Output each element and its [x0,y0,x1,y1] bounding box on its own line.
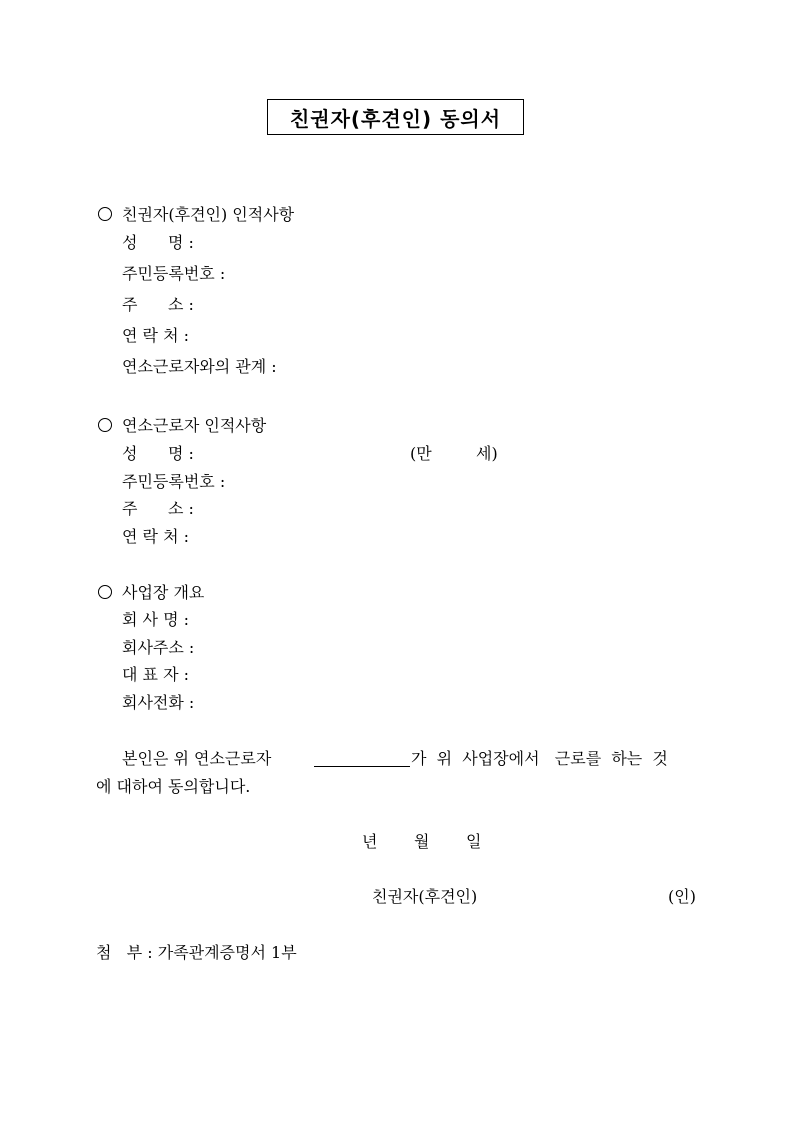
guardian-rrn-label: 주민등록번호 : [122,264,226,283]
minor-contact-label: 연 락 처 : [122,527,190,546]
worker-name-blank-line [314,766,410,767]
document-title: 친권자(후견인) 동의서 [267,99,524,135]
circle-bullet-icon [98,585,112,599]
consent-line2: 에 대하여 동의합니다. [96,777,251,796]
company-phone-label: 회사전화 : [122,693,195,712]
seal-mark: (인) [668,887,696,906]
section-guardian-title: 친권자(후견인) 인적사항 [122,205,295,224]
minor-age-open: (만 [410,444,432,463]
guardian-contact-label: 연 락 처 : [122,326,190,345]
consent-line1-part2: 가 위 사업장에서 근로를 하는 것 [411,749,668,768]
consent-line1-part1: 본인은 위 연소근로자 [122,749,272,768]
guardian-name-label: 성 명 : [122,233,194,252]
section-minor-title: 연소근로자 인적사항 [122,416,267,435]
guardian-address-label: 주 소 : [122,295,194,314]
section-minor-heading [98,416,266,436]
company-ceo-label: 대 표 자 : [122,665,190,684]
minor-name-label: 성 명 : [122,444,194,463]
circle-bullet-icon [98,207,112,221]
date-month-label: 월 [414,832,430,851]
signature-label: 친권자(후견인) [372,887,478,906]
circle-bullet-icon [98,418,112,432]
section-guardian-heading [98,205,294,225]
company-name-label: 회 사 명 : [122,610,190,629]
minor-address-label: 주 소 : [122,499,194,518]
date-day-label: 일 [466,832,482,851]
section-company-heading [98,583,204,603]
attachment-note: 첨 부 : 가족관계증명서 1부 [96,943,297,962]
date-year-label: 년 [362,832,378,851]
section-company-title: 사업장 개요 [122,583,205,602]
company-address-label: 회사주소 : [122,638,195,657]
minor-rrn-label: 주민등록번호 : [122,472,226,491]
guardian-relation-label: 연소근로자와의 관계 : [122,357,277,376]
minor-age-close: 세) [476,444,498,463]
